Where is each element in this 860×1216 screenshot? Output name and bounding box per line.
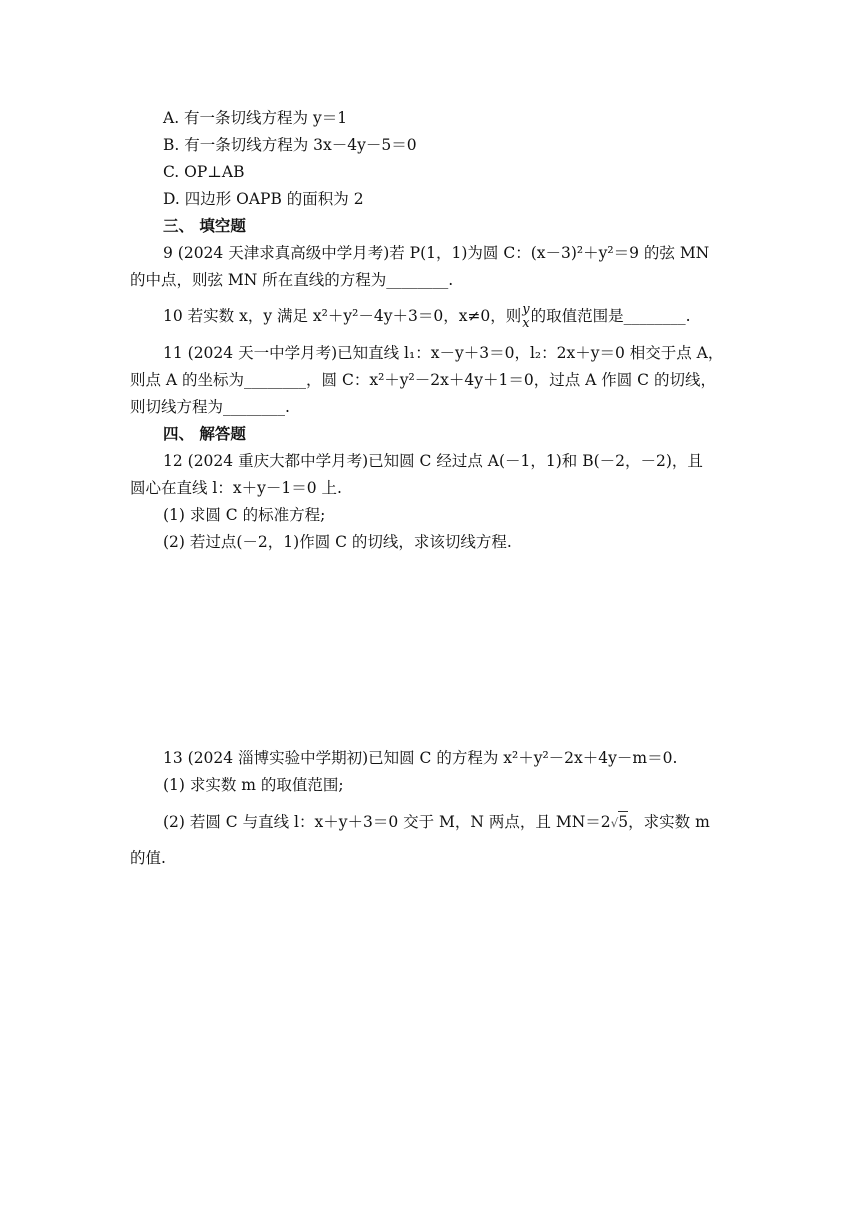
question-10-tail: 的取值范围是________. — [530, 307, 691, 325]
question-13-part-1: (1) 求实数 m 的取值范围; — [163, 776, 344, 794]
question-12-part-1: (1) 求圆 C 的标准方程; — [163, 506, 326, 524]
question-9-line-2: 的中点，则弦 MN 所在直线的方程为________. — [130, 271, 454, 289]
choice-c: C. OP⊥AB — [163, 163, 245, 181]
fraction-y-over-x — [522, 303, 529, 331]
question-12-line-1: 12 (2024 重庆大都中学月考)已知圆 C 经过点 A(－1，1)和 B(－2，－2)，且 — [163, 452, 703, 470]
choice-b: B. 有一条切线方程为 3x－4y－5＝0 — [163, 136, 417, 154]
fraction-denominator: x — [522, 316, 530, 331]
question-10 — [163, 303, 691, 331]
question-9-line-1: 9 (2024 天津求真高级中学月考)若 P(1，1)为圆 C：(x－3)²＋y²＝9 的弦 MN — [163, 244, 710, 262]
sqrt-sign: √ — [610, 816, 619, 830]
fraction-numerator: y — [522, 302, 530, 317]
choice-a: A. 有一条切线方程为 y＝1 — [163, 109, 348, 127]
question-13-part-2 — [163, 812, 710, 833]
question-13-end: 的值. — [130, 849, 166, 867]
section-heading-fill-in: 三、 填空题 — [163, 216, 246, 235]
question-11-line-2: 则点 A 的坐标为________，圆 C：x²＋y²－2x＋4y＋1＝0，过点 A 作圆 C 的切线， — [130, 371, 716, 389]
sqrt-radicand: 5 — [618, 813, 629, 831]
question-10-text: 10 若实数 x，y 满足 x²＋y²－4y＋3＝0，x≠0，则 — [163, 307, 522, 325]
question-13-part-2-tail: ，求实数 m — [628, 813, 710, 831]
choice-d: D. 四边形 OAPB 的面积为 2 — [163, 190, 364, 208]
question-12-line-2: 圆心在直线 l：x＋y－1＝0 上. — [130, 479, 342, 497]
question-12-part-2: (2) 若过点(－2，1)作圆 C 的切线，求该切线方程. — [163, 533, 512, 551]
question-11-line-3: 则切线方程为________. — [130, 398, 290, 416]
question-13-line-1: 13 (2024 淄博实验中学期初)已知圆 C 的方程为 x²＋y²－2x＋4y－m＝0. — [163, 749, 678, 767]
question-13-part-2-text: (2) 若圆 C 与直线 l：x＋y＋3＝0 交于 M，N 两点，且 MN＝2 — [163, 813, 611, 831]
section-heading-answer: 四、 解答题 — [163, 424, 246, 443]
question-11-line-1: 11 (2024 天一中学月考)已知直线 l₁：x－y＋3＝0，l₂：2x＋y＝0 相交于点 A， — [163, 344, 724, 362]
